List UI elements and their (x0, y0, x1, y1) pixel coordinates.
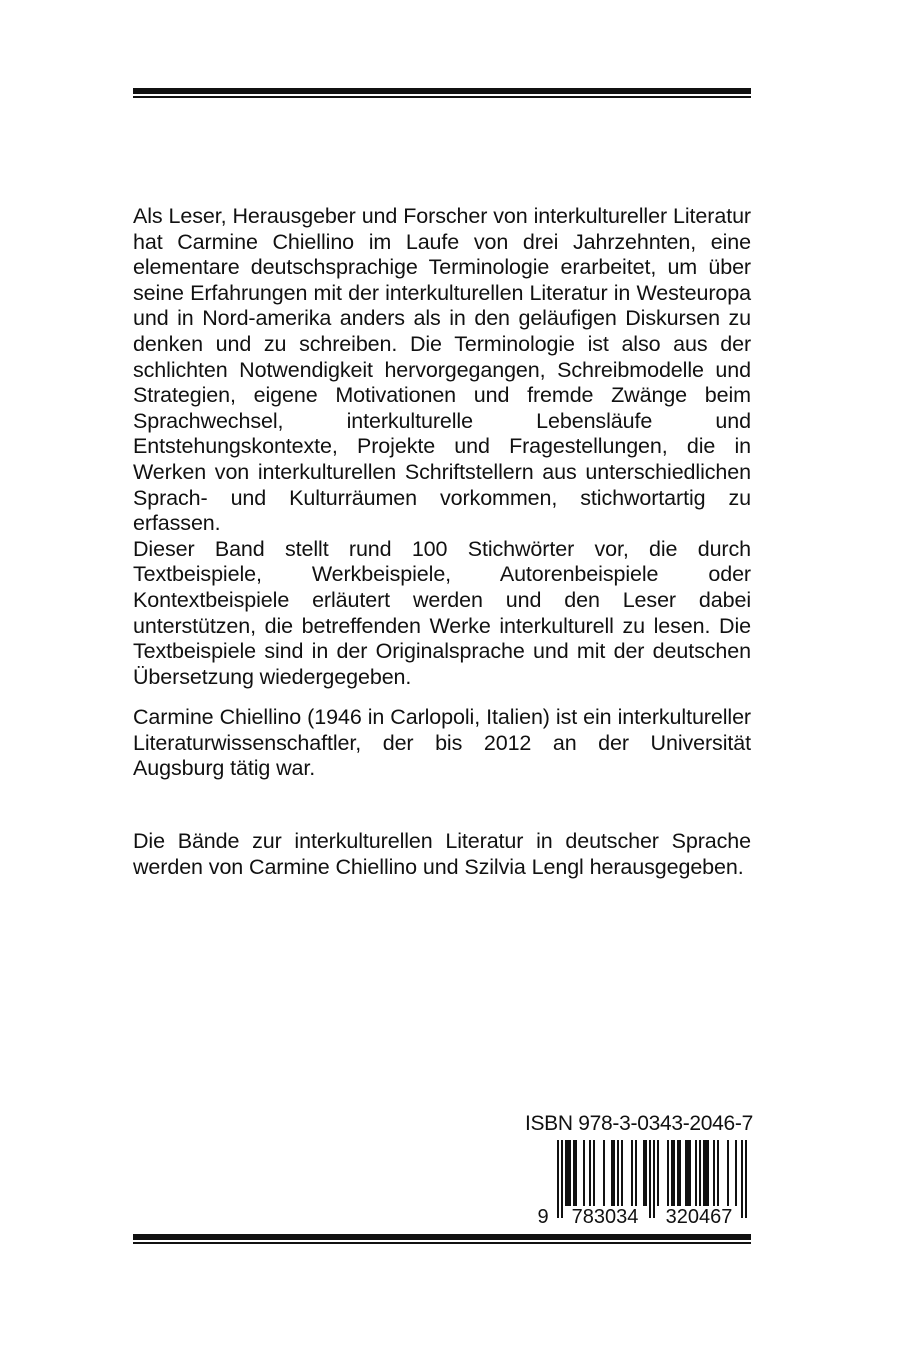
barcode-bar (593, 1140, 595, 1206)
barcode-bar (589, 1140, 591, 1206)
barcode-bar (575, 1140, 577, 1206)
series-note-text: Die Bände zur interkulturellen Literatur in deutscher Sprache werden von Carmine Chiellino und Szilvia Lengl herausgegeben. (133, 829, 751, 879)
barcode-bar (671, 1140, 673, 1206)
barcode-bar (735, 1140, 737, 1206)
barcode-digits: 783034 (571, 1206, 639, 1224)
barcode-bar (631, 1140, 633, 1206)
barcode-bar (717, 1140, 719, 1206)
barcode-bar (673, 1140, 675, 1206)
barcode-bar (557, 1140, 559, 1218)
barcode-digits: 320467 (665, 1206, 733, 1224)
barcode-bar (705, 1140, 707, 1206)
barcode-bar (695, 1140, 697, 1206)
blurb-text (133, 204, 751, 690)
barcode-bar (689, 1140, 691, 1206)
barcode-bar (621, 1140, 623, 1206)
barcode-bar (569, 1140, 571, 1206)
barcode-bar (645, 1140, 647, 1206)
barcode-bar (745, 1140, 747, 1218)
barcode-bar (567, 1140, 569, 1206)
barcode-bar (643, 1140, 645, 1206)
barcode-digits: 9 (537, 1206, 549, 1224)
isbn-block (524, 1112, 753, 1224)
barcode-bar (667, 1140, 669, 1206)
barcode-bar (707, 1140, 709, 1206)
barcode-bar (653, 1140, 655, 1218)
barcode-bar (613, 1140, 615, 1206)
barcode-bar (703, 1140, 705, 1206)
bottom-double-rule (133, 1234, 751, 1244)
barcode-bar (649, 1140, 651, 1218)
barcode (535, 1140, 753, 1224)
barcode-bar (583, 1140, 585, 1206)
barcode-bar (727, 1140, 729, 1206)
barcode-bar (687, 1140, 689, 1206)
barcode-bar (713, 1140, 715, 1206)
barcode-bar (635, 1140, 637, 1206)
barcode-bar (677, 1140, 679, 1206)
barcode-bar (679, 1140, 681, 1206)
barcode-bar (561, 1140, 563, 1218)
barcode-bar (565, 1140, 567, 1206)
blurb-paragraph-2: Dieser Band stellt rund 100 Stichwörter vor, die durch Textbeispiele, Werkbeispiele, Autorenbeispiele oder Kontextbeispiele erläutert werden und den Leser dabei unterstützen, die betreffenden Werke interkulturell zu lesen. Die Textbeispiele sind in der Originalsprache und mit der deutschen Übersetzung wiedergegeben. (133, 536, 751, 689)
barcode-bar (699, 1140, 701, 1206)
top-double-rule (133, 88, 751, 98)
blurb-paragraph-1: Als Leser, Herausgeber und Forscher von interkultureller Literatur hat Carmine Chiellino im Laufe von drei Jahrzehnten, eine elementare deutschsprachige Terminologie erarbeitet, um über seine Erfahrungen mit der interkulturellen Literatur in Westeuropa und in Nord-amerika anders als in den geläufigen Diskursen zu denken und zu schreiben. Die Terminologie ist also aus der schlichten Notwendigkeit hervorgegangen, Schreibmodelle und Strategien, eigene Motivationen und fremde Zwänge beim Sprachwechsel, interkulturelle Lebensläufe und Entstehungskontexte, Projekte und Fragestellungen, die in Werken von interkulturellen Schriftstellern aus unterschiedlichen Sprach- und Kulturräumen vorkommen, stichwortartig zu erfassen. (133, 204, 751, 536)
barcode-bar (685, 1140, 687, 1206)
author-bio (133, 705, 751, 782)
series-note (133, 829, 751, 880)
isbn-label: ISBN 978-3-0343-2046-7 (524, 1112, 753, 1135)
barcode-bar (657, 1140, 659, 1206)
barcode-bar (741, 1140, 743, 1218)
author-bio-text: Carmine Chiellino (1946 in Carlopoli, Italien) ist ein interkultureller Literaturwissenschaftler, der bis 2012 an der Universität Augsburg tätig war. (133, 705, 751, 781)
barcode-bar (603, 1140, 605, 1206)
barcode-bar (611, 1140, 613, 1206)
barcode-bar (573, 1140, 575, 1206)
barcode-bar (617, 1140, 619, 1206)
